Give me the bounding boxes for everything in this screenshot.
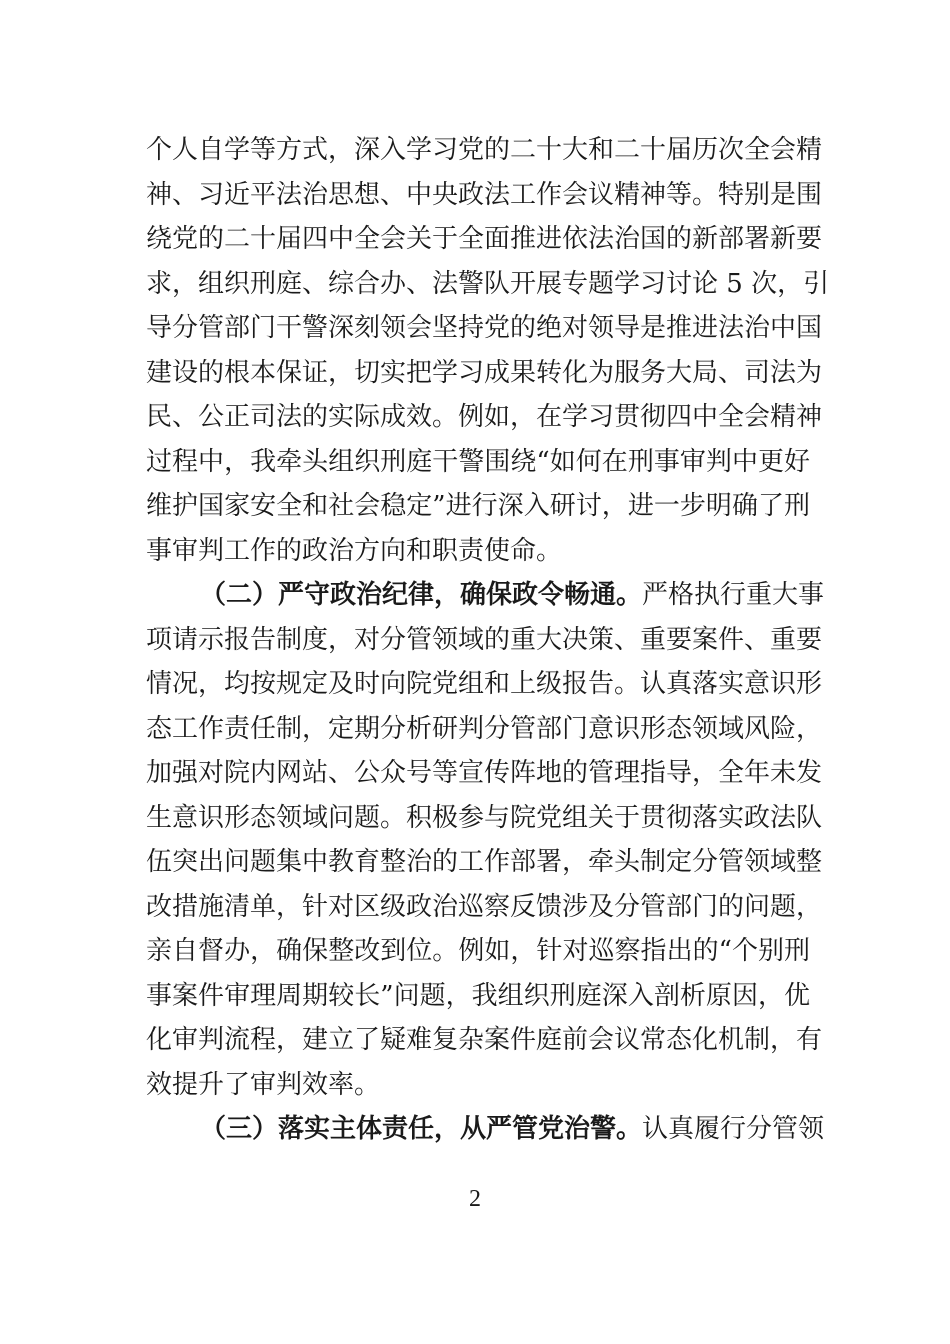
text-line: 维护国家安全和社会稳定”进行深入研讨，进一步明确了刑 xyxy=(146,491,810,521)
text-run: 严格执行重大事 xyxy=(642,580,825,610)
text-line: 化审判流程，建立了疑难复杂案件庭前会议常态化机制，有 xyxy=(146,1025,823,1055)
text-line: 事案件审理周期较长”问题，我组织刑庭深入剖析原因，优 xyxy=(146,980,810,1011)
section-heading: （二）严守政治纪律，确保政令畅通。 xyxy=(200,580,643,610)
text-line: 效提升了审判效率。 xyxy=(146,1069,381,1100)
text-line: 求，组织刑庭、综合办、法警队开展专题学习讨论 5 次，引 xyxy=(146,268,830,299)
text-line: 改措施清单，针对区级政治巡察反馈涉及分管部门的问题， xyxy=(146,891,823,922)
text-line: 个人自学等方式，深入学习党的二十大和二十届历次全会精 xyxy=(146,135,823,165)
text-line: 加强对院内网站、公众号等宣传阵地的管理指导，全年未发 xyxy=(146,758,823,788)
text-line: 伍突出问题集中教育整治的工作部署，牵头制定分管领域整 xyxy=(146,847,823,877)
text-line xyxy=(146,1107,825,1152)
page-number: 2 xyxy=(469,1186,481,1212)
paragraph-1 xyxy=(146,128,830,573)
text-line: 项请示报告制度，对分管领域的重大决策、重要案件、重要 xyxy=(146,624,823,655)
text-line: 建设的根本保证，切实把学习成果转化为服务大局、司法为 xyxy=(146,357,823,388)
text-line: 情况，均按规定及时向院党组和上级报告。认真落实意识形 xyxy=(146,669,823,699)
text-line: 绕党的二十届四中全会关于全面推进依法治国的新部署新要 xyxy=(146,224,823,254)
section-heading: （三）落实主体责任，从严管党治警。 xyxy=(200,1114,643,1144)
text-line: 事审判工作的政治方向和职责使命。 xyxy=(146,535,563,566)
text-line xyxy=(146,573,825,618)
paragraph-3 xyxy=(146,1107,825,1152)
text-line: 亲自督办，确保整改到位。例如，针对巡察指出的“个别刑 xyxy=(146,936,810,966)
text-run: 认真履行分管领 xyxy=(642,1114,825,1144)
paragraph-2 xyxy=(146,573,825,1107)
text-line: 民、公正司法的实际成效。例如，在学习贯彻四中全会精神 xyxy=(146,402,823,432)
document-body xyxy=(146,128,830,1152)
text-line: 过程中，我牵头组织刑庭干警围绕“如何在刑事审判中更好 xyxy=(146,446,810,477)
text-line: 导分管部门干警深刻领会坚持党的绝对领导是推进法治中国 xyxy=(146,313,823,343)
text-line: 生意识形态领域问题。积极参与院党组关于贯彻落实政法队 xyxy=(146,802,823,833)
text-line: 态工作责任制，定期分析研判分管部门意识形态领域风险， xyxy=(146,713,823,744)
text-line: 神、习近平法治思想、中央政法工作会议精神等。特别是围 xyxy=(146,179,823,210)
